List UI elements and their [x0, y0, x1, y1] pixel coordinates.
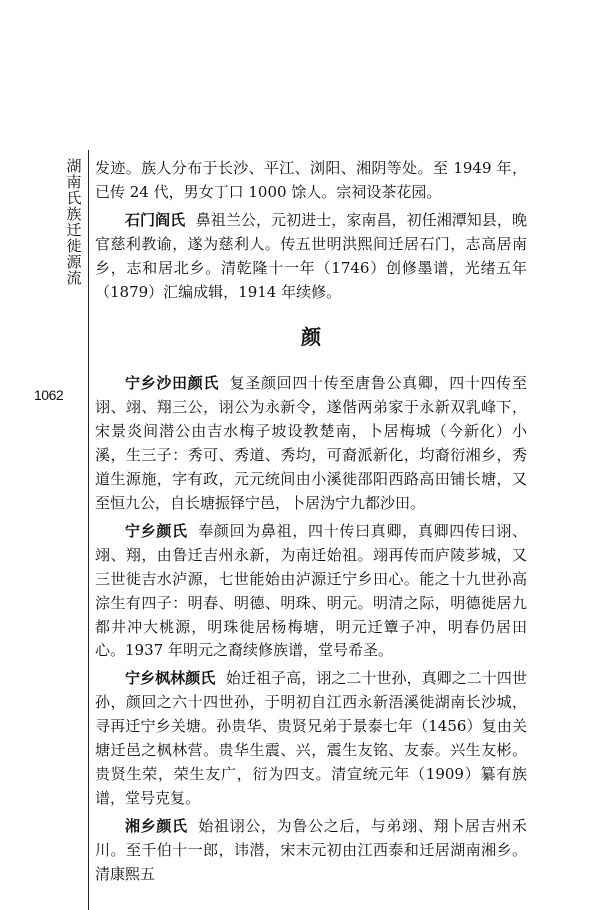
paragraph-text: 奉颜回为鼻祖，四十传曰真卿，真卿四传曰诩、翊、翔，由鲁迁吉州永新，为南迁始祖。翊再传而庐陵芗城，又三世徙吉水泸源，七世能始由泸源迁宁乡田心。能之十九世孙高淙生有四子：明春、明德、明珠、明元。明清之际，明德徙居九都井冲大桃源，明珠徙居杨梅塘，明元迁簟子冲，明春仍居田心。1937 年明元之裔续修族谱，堂号希圣。: [95, 521, 527, 660]
entry-heading: 湘乡颜氏: [125, 816, 188, 835]
main-text: [95, 157, 527, 890]
paragraph-5: [95, 667, 527, 810]
paragraph-text: 复圣颜回四十传至唐鲁公真卿，四十四传至诩、翊、翔三公，诩公为永新令，遂偕两弟家于永新双乳峰下，宋景炎间潜公由吉水梅子坡设教楚南，卜居梅城（今新化）小溪，生三子：秀可、秀道、秀均，可裔派新化，均裔衍湘乡，秀道生源施，字有政，元元统间由小溪徙邵阳西路高田铺长塘，又至恒九公，自长塘振铎宁邑，卜居沩宁九都沙田。: [95, 374, 527, 512]
entry-heading: 石门阎氏: [125, 210, 186, 229]
paragraph-text: 鼻祖兰公，元初进士，家南昌，初任湘潭知县，晚官慈利教谕，遂为慈利人。传五世明洪熙间迁居石门，志高居南乡，志和居北乡。清乾隆十一年（1746）创修墨谱，光绪五年（1879）汇编成辑，1914 年续修。: [95, 210, 527, 301]
section-title: 颜: [301, 325, 321, 350]
entry-heading: 宁乡沙田颜氏: [125, 374, 220, 393]
paragraph-text: 始祖诩公，为鲁公之后，与弟翊、翔卜居吉州禾川。至千伯十一郎，讳潜，宋末元初由江西泰和迁居湖南湘乡。清康熙五: [95, 816, 527, 883]
paragraph-4: [95, 520, 527, 663]
paragraph-1: [95, 157, 527, 205]
entry-heading: 宁乡枫林颜氏: [125, 669, 216, 688]
paragraph-6: [95, 815, 527, 887]
paragraph-2: [95, 209, 527, 305]
margin-rule: [88, 150, 89, 910]
running-head-vertical: 湖南氏族迁徙源流: [66, 157, 82, 287]
paragraph-text: 发迹。族人分布于长沙、平江、浏阳、湘阴等处。至 1949 年，已传 24 代，男女丁口 1000 馀人。宗祠设茶花园。: [95, 159, 527, 201]
paragraph-text: 始迁祖子高，诩之二十世孙，真卿之二十四世孙，颜回之六十四世孙，于明初自江西永新浯溪徙湖南长沙城，寻再迁宁乡关塘。孙贵华、贵贤兄弟于景泰七年（1456）复由关塘迁邑之枫林营。贵华生震、兴，震生友铭、友泰。兴生友彬。贵贤生荣，荣生友广，衍为四支。清宣统元年（1909）纂有族谱，堂号克复。: [95, 669, 527, 807]
paragraph-3: [95, 372, 527, 515]
page-number: 1062: [34, 387, 64, 403]
entry-heading: 宁乡颜氏: [125, 521, 188, 540]
